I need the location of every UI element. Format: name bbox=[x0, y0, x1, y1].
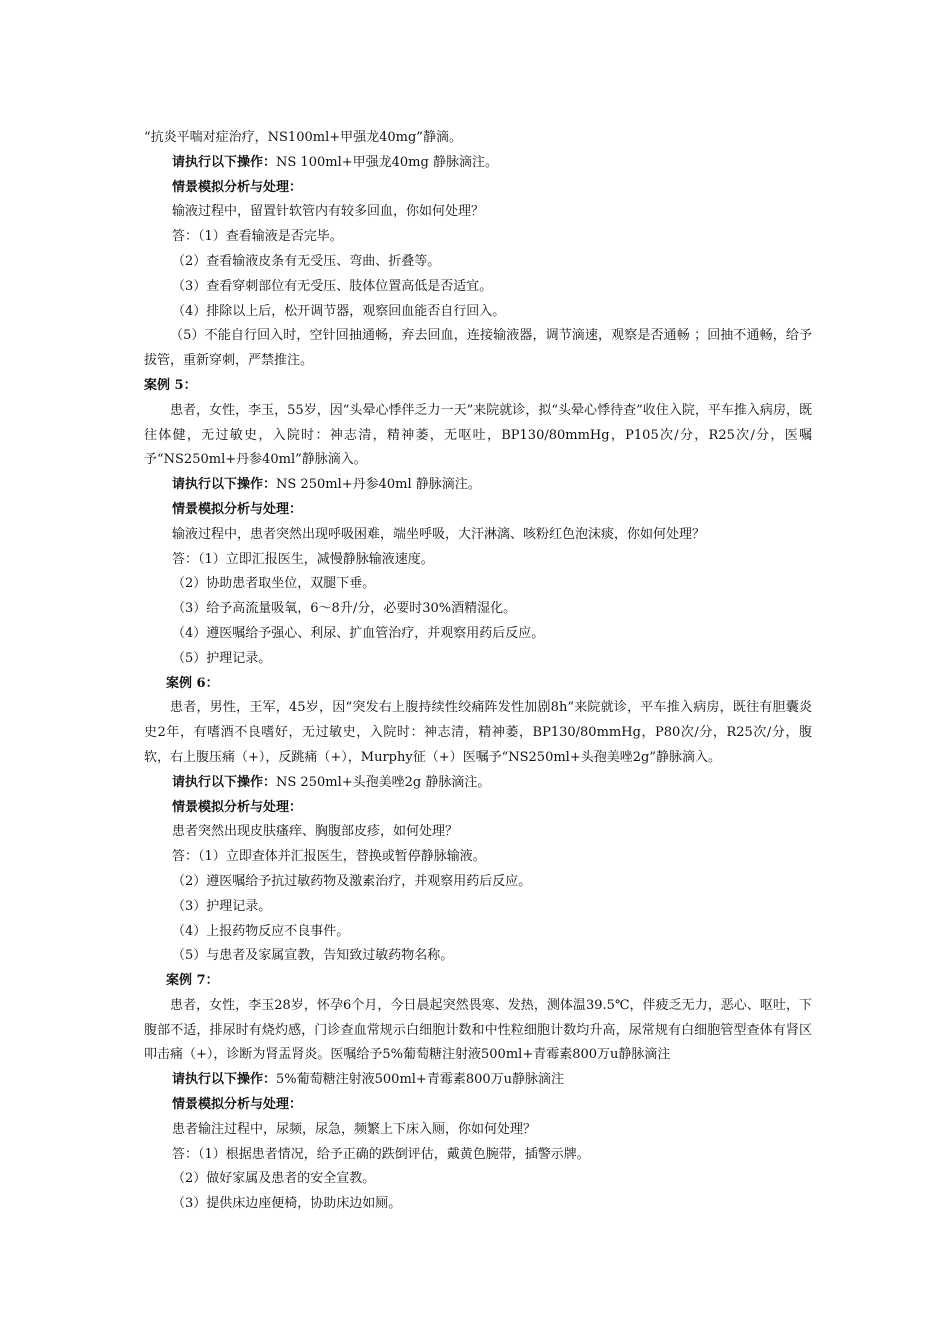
case-6-description: 患者，男性，王军，45岁，因“突发右上腹持续性绞痛阵发性加剧8h”来院就诊，平车推入病房，既往有胆囊炎史2年，有嗜酒不良嗜好，无过敏史，入院时：神志清，精神萎，BP130/80mmHg，P80次/分，R25次/分，腹软，右上腹压痛（+），反跳痛（+），Murphy征（+）医嘱予“NS250ml+头孢美唑2g”静脉滴入。 bbox=[144, 700, 812, 765]
operation-label: 请执行以下操作： bbox=[172, 477, 277, 493]
case-5-operation bbox=[144, 473, 812, 498]
case-6-heading: 案例 6： bbox=[166, 675, 219, 691]
answer-line: （4）排除以上后，松开调节器，观察回血能否自行回入。 bbox=[172, 303, 506, 319]
operation-text: NS 100ml+甲强龙40mg 静脉滴注。 bbox=[276, 154, 498, 170]
case-6-scenario-heading: 情景模拟分析与处理： bbox=[172, 799, 303, 815]
case-7-scenario-heading: 情景模拟分析与处理： bbox=[172, 1097, 303, 1113]
answer-line: （5）不能自行回入时，空针回抽通畅，弃去回血，连接输液器，调节滴速，观察是否通畅 ；回抽不通畅，给予拔管，重新穿刺，严禁推注。 bbox=[144, 328, 812, 369]
document-page bbox=[144, 126, 812, 1217]
operation-text: NS 250ml+头孢美唑2g 静脉滴注。 bbox=[276, 774, 491, 790]
answer-line: （5）与患者及家属宣教，告知致过敏药物名称。 bbox=[172, 948, 454, 964]
operation-label: 请执行以下操作： bbox=[172, 1072, 277, 1088]
answer-line: （2）做好家属及患者的安全宣教。 bbox=[172, 1171, 376, 1187]
answer-line: （4）上报药物反应不良事件。 bbox=[172, 923, 350, 939]
answer-line: （3）提供床边座便椅，协助床边如厕。 bbox=[172, 1196, 402, 1212]
answer-line: 答：（1）立即查体并汇报医生，替换或暂停静脉输液。 bbox=[172, 849, 486, 865]
answer-line: （3）护理记录。 bbox=[172, 898, 272, 914]
case-5-question: 输液过程中，患者突然出现呼吸困难，端坐呼吸，大汗淋漓、咳粉红色泡沫痰，你如何处理？ bbox=[172, 526, 706, 542]
case-5-heading: 案例 5： bbox=[144, 377, 197, 393]
operation-label: 请执行以下操作： bbox=[172, 774, 277, 790]
answer-line: （5）护理记录。 bbox=[172, 650, 272, 666]
answer-line: 答：（1）立即汇报医生，减慢静脉输液速度。 bbox=[172, 551, 434, 567]
answer-line: （3）查看穿刺部位有无受压、肢体位置高低是否适宜。 bbox=[172, 278, 493, 294]
case-7-question: 患者输注过程中，尿频，尿急，频繁上下床入厕，你如何处理？ bbox=[172, 1121, 537, 1137]
operation-text: NS 250ml+丹参40ml 静脉滴注。 bbox=[276, 477, 481, 493]
answer-line: （3）给予高流量吸氧，6～8升/分，必要时30%酒精湿化。 bbox=[172, 601, 517, 617]
answer-line: （2）协助患者取坐位，双腿下垂。 bbox=[172, 576, 376, 592]
case-6-operation bbox=[144, 771, 812, 796]
answer-line: 答：（1）根据患者情况，给予正确的跌倒评估，戴黄色腕带，插警示牌。 bbox=[172, 1146, 590, 1162]
case-5-description: 患者，女性，李玉，55岁，因“头晕心悸伴乏力一天”来院就诊，拟“头晕心悸待查”收住入院，平车推入病房，既往体健，无过敏史，入院时：神志清，精神萎，无呕吐，BP130/80mmHg，P105次/分，R25次/分，医嘱予“NS250ml+丹参40ml”静脉滴入。 bbox=[144, 402, 812, 468]
case-7-description: 患者，女性，李玉28岁，怀孕6个月，今日晨起突然畏寒、发热，测体温39.5℃，伴疲乏无力，恶心、呕吐，下腹部不适，排尿时有烧灼感，门诊查血常规示白细胞计数和中性粒细胞计数均升高，尿常规有白细胞管型查体有肾区叩击痛（+），诊断为肾盂肾炎。医嘱给予5%葡萄糖注射液500ml+青霉素800万u静脉滴注 bbox=[144, 997, 812, 1063]
case-7-operation bbox=[144, 1068, 812, 1093]
case-5-scenario-heading: 情景模拟分析与处理： bbox=[172, 501, 303, 517]
case-7-heading: 案例 7： bbox=[166, 973, 219, 989]
answer-line: 答：（1）查看输液是否完毕。 bbox=[172, 229, 343, 245]
operation-text: 5%葡萄糖注射液500ml+青霉素800万u静脉滴注 bbox=[276, 1072, 565, 1088]
scenario-heading: 情景模拟分析与处理： bbox=[172, 179, 303, 195]
answer-line: （4）遵医嘱给予强心、利尿、扩血管治疗，并观察用药后反应。 bbox=[172, 625, 545, 641]
operation-line bbox=[144, 151, 812, 176]
operation-label: 请执行以下操作： bbox=[172, 154, 277, 170]
text-line: “抗炎平喘对症治疗，NS100ml+甲强龙40mg”静滴。 bbox=[144, 130, 462, 145]
answer-line: （2）遵医嘱给予抗过敏药物及激素治疗，并观察用药后反应。 bbox=[172, 873, 532, 889]
question-line: 输液过程中，留置针软管内有较多回血，你如何处理？ bbox=[172, 204, 485, 220]
answer-line: （2）查看输液皮条有无受压、弯曲、折叠等。 bbox=[172, 253, 441, 269]
case-6-question: 患者突然出现皮肤瘙痒、胸腹部皮疹，如何处理？ bbox=[172, 824, 459, 840]
